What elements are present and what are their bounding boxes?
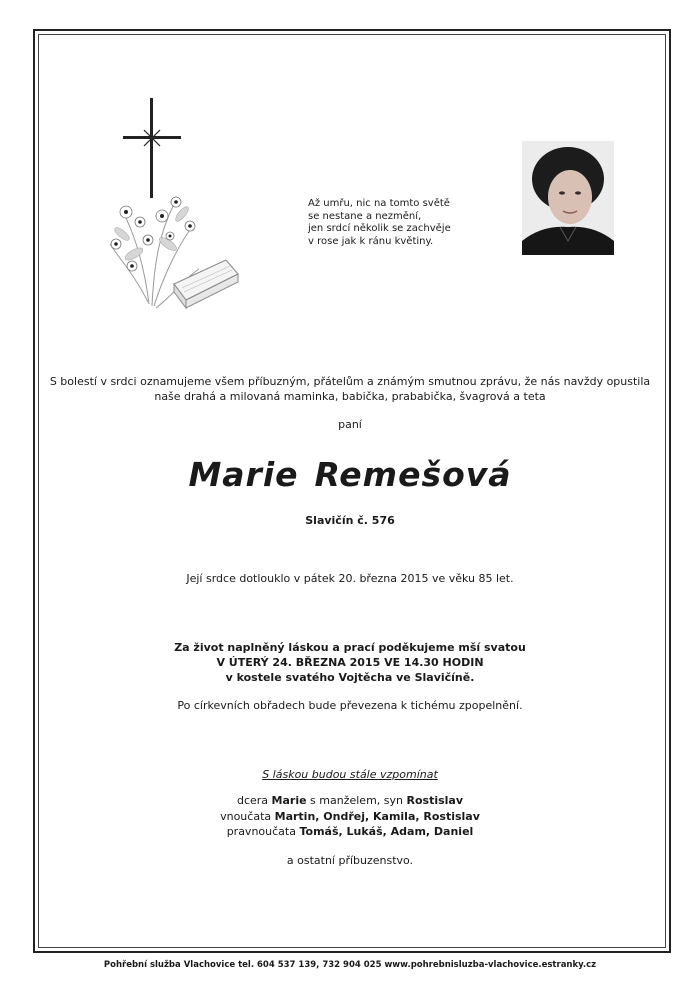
deceased-name xyxy=(40,455,660,494)
mourner-row: dcera Marie s manželem, syn Rostislav xyxy=(236,794,464,807)
portrait-photo xyxy=(522,141,614,255)
first-name: Marie xyxy=(188,455,299,494)
mass-line: V ÚTERÝ 24. BŘEZNA 2015 VE 14.30 HODIN xyxy=(216,656,484,669)
mass-line: Za život naplněný láskou a prací poděkujeme mší svatou xyxy=(174,641,526,654)
cremation-text: Po církevních obřadech bude převezena k tichému zpopelnění. xyxy=(177,699,523,712)
title-pani: paní xyxy=(338,418,362,431)
death-text: Její srdce dotlouklo v pátek 20. března 2015 ve věku 85 let. xyxy=(186,572,514,585)
cross-flowers-icon xyxy=(104,94,244,324)
poem-line: v rose jak k ránu květiny. xyxy=(308,235,434,247)
mourner-row: vnoučata Martin, Ondřej, Kamila, Rostislav xyxy=(220,809,480,823)
announcement-intro xyxy=(40,374,660,404)
intro-line: S bolestí v srdci oznamujeme všem příbuzným, přátelům a známým smutnou zprávu, že nás navždy opustila xyxy=(49,375,651,388)
mourner-row: pravnoučata Tomáš, Lukáš, Adam, Daniel xyxy=(226,825,474,838)
poem xyxy=(308,198,508,248)
other-relatives: a ostatní příbuzenstvo. xyxy=(286,854,414,867)
mourners-heading: S láskou budou stále vzpomínat xyxy=(262,768,438,781)
mass-info xyxy=(40,640,660,685)
poem-line: se nestane a nezmění, xyxy=(308,210,422,222)
last-name: Remešová xyxy=(314,455,512,494)
deceased-address: Slavičín č. 576 xyxy=(305,514,395,527)
poem-line: Až umřu, nic na tomto světě xyxy=(308,198,450,209)
mass-line: v kostele svatého Vojtěcha ve Slavičíně. xyxy=(225,671,475,684)
intro-line: naše drahá a milovaná maminka, babička, prababička, švagrová a teta xyxy=(154,390,546,403)
poem-line: jen srdcí několik se zachvěje xyxy=(308,223,451,235)
mourners-list xyxy=(40,793,660,840)
footer-contact: Pohřební služba Vlachovice tel. 604 537 139, 732 904 025 www.pohrebnisluzba-vlachovice.estranky.cz xyxy=(103,960,597,970)
